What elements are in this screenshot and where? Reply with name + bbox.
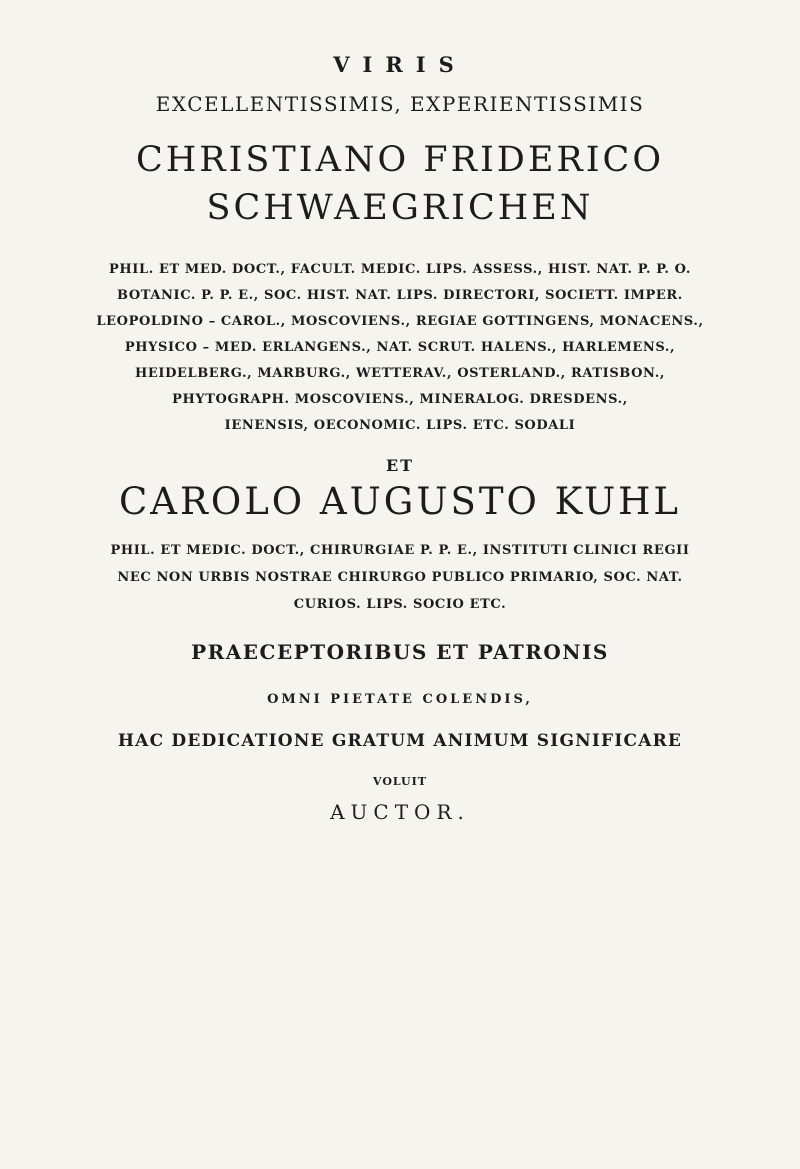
- epithet-line: EXCELLENTISSIMIS, EXPERIENTISSIMIS: [155, 92, 645, 116]
- first-person-title-line: HEIDELBERG., MARBURG., WETTERAV., OSTERLAND., RATISBON.,: [135, 366, 665, 381]
- omni-line: OMNI PIETATE COLENDIS,: [267, 692, 533, 707]
- first-person-title-line: BOTANIC. P. P. E., SOC. HIST. NAT. LIPS. DIRECTORI, SOCIETT. IMPER.: [117, 288, 683, 303]
- first-person-surname: SCHWAEGRICHEN: [206, 188, 594, 228]
- second-person-title-line: PHIL. ET MEDIC. DOCT., CHIRURGIAE P. P. E., INSTITUTI CLINICI REGII: [110, 543, 690, 558]
- first-person-title-line: PHYSICO – MED. ERLANGENS., NAT. SCRUT. HALENS., HARLEMENS.,: [124, 340, 676, 355]
- address-line: PRAECEPTORIBUS ET PATRONIS: [191, 640, 609, 664]
- first-person-title-line: PHYTOGRAPH. MOSCOVIENS., MINERALOG. DRESDENS.,: [172, 392, 628, 407]
- heading-viris: VIRIS: [333, 52, 467, 77]
- first-person-title-line: IENENSIS, OECONOMIC. LIPS. ETC. SODALI: [224, 418, 576, 433]
- author-signature: AUCTOR.: [330, 800, 470, 824]
- second-person-name: CAROLO AUGUSTO KUHL: [119, 480, 681, 523]
- second-person-title-line: CURIOS. LIPS. SOCIO ETC.: [293, 597, 507, 612]
- voluit-line: VOLUIT: [373, 775, 427, 788]
- first-person-title-line: LEOPOLDINO – CAROL., MOSCOVIENS., REGIAE GOTTINGENS, MONACENS.,: [96, 314, 704, 329]
- conjunction-et: ET: [385, 456, 415, 475]
- first-person-given-names: CHRISTIANO FRIDERICO: [135, 140, 665, 180]
- first-person-title-line: PHIL. ET MED. DOCT., FACULT. MEDIC. LIPS. ASSESS., HIST. NAT. P. P. O.: [109, 262, 691, 277]
- hac-line: HAC DEDICATIONE GRATUM ANIMUM SIGNIFICARE: [117, 731, 683, 751]
- second-person-title-line: NEC NON URBIS NOSTRAE CHIRURGO PUBLICO PRIMARIO, SOC. NAT.: [117, 570, 683, 585]
